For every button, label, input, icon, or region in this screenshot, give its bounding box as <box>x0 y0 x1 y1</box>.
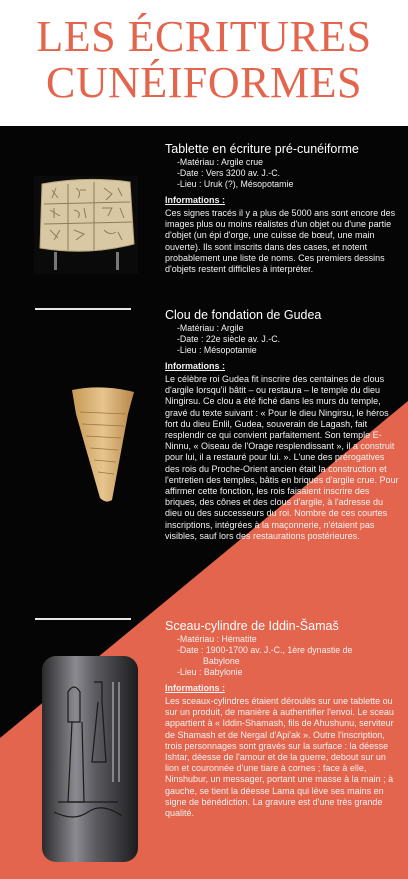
section-body: Les sceaux-cylindres étaient déroulés sur une tablette ou sur un produit, de manière à authentifier l'envoi. Le sceau appartient à « Iddin-Shamash, fils de Ahushunu, serviteur de Shamash et de Nergal d'Api'ak ». Outre l'inscription, trois personnages sont gravés sur la surface : la déesse Ishtar, déesse de l'amour et de la guerre, debout sur un lion et couronnée d'une tiare à cornes ; face à elle, Ninshubur, un messager, portant une masse à la main ; à gauche, se tient la déesse Lama qui lève ses mains en signe de bénédiction. La gravure est d'une très grande qualité. <box>165 696 394 819</box>
meta-place: -Lieu : Mésopotamie <box>177 345 257 355</box>
section-meta <box>177 634 401 678</box>
nail-image <box>66 384 140 504</box>
section-seal <box>165 619 401 819</box>
section-nail <box>165 308 401 542</box>
page-title-line-1: LES ÉCRITURES <box>36 12 372 61</box>
page-title-line-2: CUNÉIFORMES <box>46 58 362 107</box>
section-body: Ces signes tracés il y a plus de 5000 ans sont encore des images plus ou moins réalistes d'un objet ou d'une partie d'objet (un épi d'orge, une cuisse de bœuf, une main ouverte). Ils sont inscrits dans des cases, et notent probablement une liste de noms. Ces premiers dessins d'objets restent difficiles à interpréter. <box>165 208 396 275</box>
section-meta <box>177 157 401 190</box>
content-panel <box>0 126 408 879</box>
meta-date-continued: Babylone <box>203 656 240 666</box>
info-label: Informations : <box>165 195 225 205</box>
info-label: Informations : <box>165 683 225 693</box>
divider <box>35 308 131 310</box>
tablet-image <box>34 176 138 274</box>
header <box>0 0 408 126</box>
meta-material: -Matériau : Argile <box>177 323 244 333</box>
section-title: Tablette en écriture pré-cunéiforme <box>165 142 359 156</box>
section-body: Le célèbre roi Gudea fit inscrire des centaines de clous d'argile lorsqu'il bâtit – ou restaura – le temple du dieu Ningirsu. Ce clou a été fiché dans les murs du temple, gravé du texte suivant : « Pour le dieu Ningirsu, le héros fort du dieu Enlil, Gudea, souverain de Lagash, fait resplendir ce qui convient parfaitement. Son temple E-Ninnu, « Oiseau de l'Orage resplendissant », il a construit pour lui, il a restauré pour lui. ». L'une des prérogatives des rois du Proche-Orient ancien était la construction et l'entretien des temples, bâtis en briques d'argile crue. Pour affirmer cette fonction, les rois faisaient inscrire des briques, des cônes et des clous d'argile, à l'adresse du dieu ou des successeurs du roi. Nombre de ces courtes inscriptions, intégrées à la maçonnerie, n'étaient pas visibles, sauf lors des restaurations postérieures. <box>165 374 399 541</box>
meta-date: -Date : 22e siècle av. J.-C. <box>177 334 280 344</box>
meta-date: -Date : 1900-1700 av. J.-C., 1ère dynastie de <box>177 645 353 655</box>
info-label: Informations : <box>165 361 225 371</box>
meta-material: -Matériau : Hématite <box>177 634 257 644</box>
page-title <box>0 14 408 106</box>
section-tablet <box>165 142 401 275</box>
meta-material: -Matériau : Argile crue <box>177 157 264 167</box>
section-title: Sceau-cylindre de Iddin-Šamaš <box>165 619 339 633</box>
section-meta <box>177 323 401 356</box>
divider <box>35 618 131 620</box>
section-title: Clou de fondation de Gudea <box>165 308 322 322</box>
cylinder-seal-image <box>38 652 142 866</box>
meta-place: -Lieu : Uruk (?), Mésopotamie <box>177 179 294 189</box>
meta-place: -Lieu : Babylonie <box>177 667 243 677</box>
meta-date: -Date : Vers 3200 av. J.-C. <box>177 168 280 178</box>
